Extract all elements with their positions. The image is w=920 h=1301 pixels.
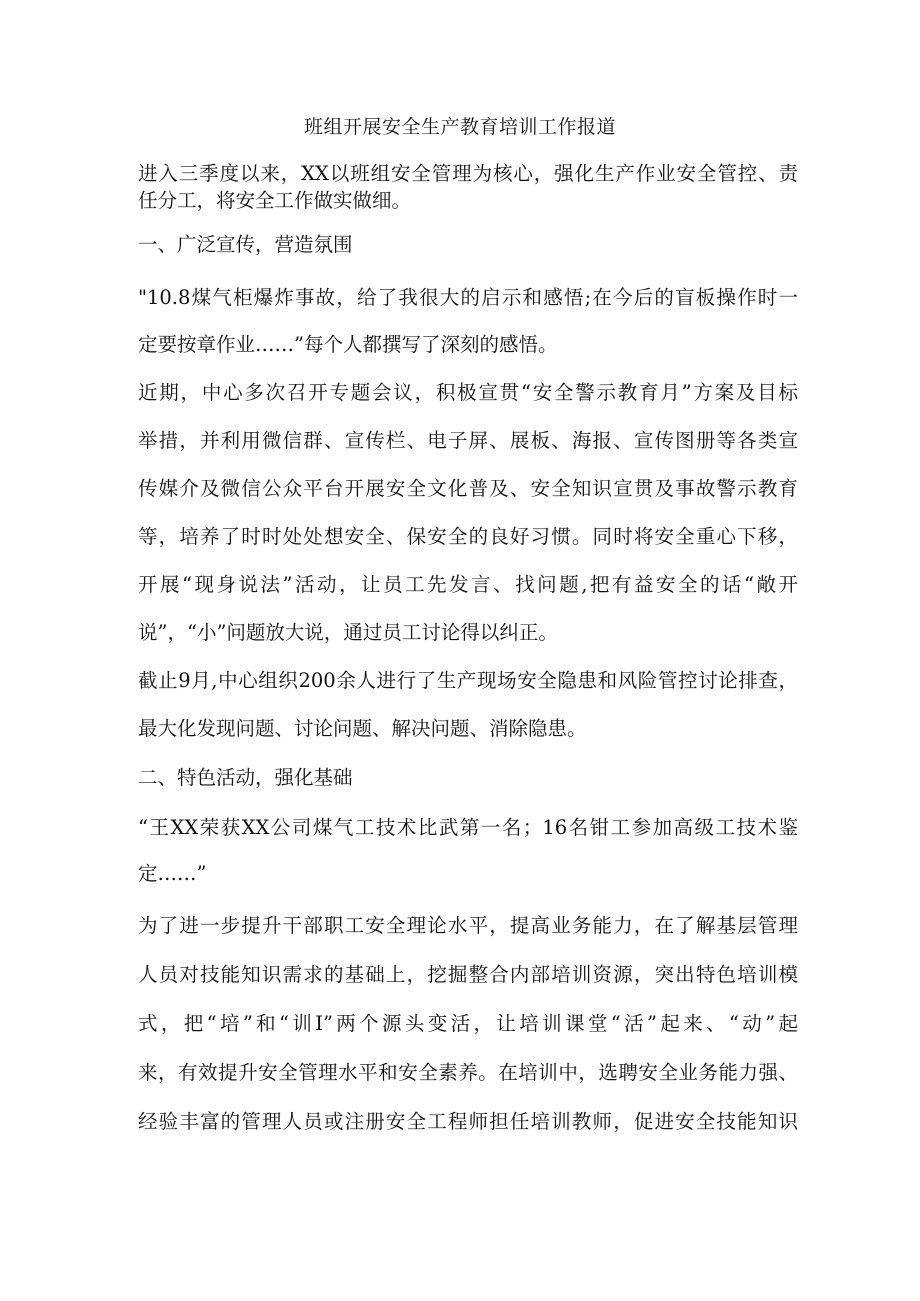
paragraph-line: 开展“现身说法”活动，让员工先发言、找问题,把有益安全的话“敞开 — [138, 573, 798, 596]
paragraph-line: 说”，“小”问题放大说，通过员工讨论得以纠正。 — [138, 621, 558, 644]
paragraph-line: 人员对技能知识需求的基础上，挖掘整合内部培训资源，突出特色培训模 — [138, 963, 798, 986]
paragraph-line: 传媒介及微信公众平台开展安全文化普及、安全知识宣贯及事故警示教育 — [138, 477, 798, 500]
paragraph-line: 截止9月,中心组织200余人进行了生产现场安全隐患和风险管控讨论排查， — [138, 669, 798, 692]
paragraph-line: 任分工，将安全工作做实做细。 — [138, 189, 412, 212]
paragraph-line: 定……” — [138, 862, 207, 885]
section-heading: 一、广泛宣传，营造氛围 — [138, 233, 353, 256]
paragraph-line: 最大化发现问题、讨论问题、解决问题、消除隐患。 — [138, 717, 587, 740]
paragraph-line: 举措，并利用微信群、宣传栏、电子屏、展板、海报、宣传图册等各类宣 — [138, 429, 798, 452]
paragraph-line: “王XX荣获XX公司煤气工技术比武第一名；16名钳工参加高级工技术鉴 — [138, 816, 798, 839]
paragraph-line: 式，把“培”和“训I”两个源头变活，让培训课堂“活”起来、“动”起 — [138, 1012, 798, 1035]
paragraph-line: 近期，中心多次召开专题会议，积极宣贯“安全警示教育月”方案及目标 — [138, 381, 798, 404]
paragraph-line: 进入三季度以来，XX以班组安全管理为核心，强化生产作业安全管控、责 — [138, 162, 798, 185]
paragraph-line: 定要按章作业……”每个人都撰写了深刻的感悟。 — [138, 333, 558, 356]
paragraph-line: 为了进一步提升干部职工安全理论水平，提高业务能力，在了解基层管理 — [138, 914, 798, 937]
paragraph-line: 等，培养了时时处处想安全、保安全的良好习惯。同时将安全重心下移， — [138, 525, 798, 548]
paragraph-line: 来，有效提升安全管理水平和安全素养。在培训中，选聘安全业务能力强、 — [138, 1061, 798, 1084]
paragraph-line: 经验丰富的管理人员或注册安全工程师担任培训教师，促进安全技能知识 — [138, 1110, 798, 1133]
section-heading: 二、特色活动，强化基础 — [138, 766, 353, 789]
document-title: 班组开展安全生产教育培训工作报道 — [303, 116, 616, 138]
paragraph-line: "10.8煤气柜爆炸事故，给了我很大的启示和感悟;在今后的盲板操作时一 — [138, 286, 798, 309]
